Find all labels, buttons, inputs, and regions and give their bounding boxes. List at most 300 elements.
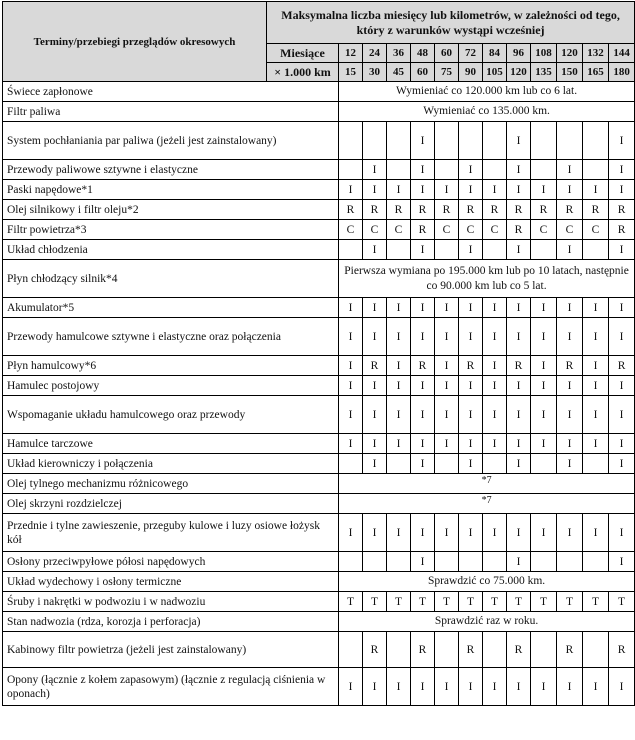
schedule-cell: I [435, 180, 459, 200]
schedule-note: Wymieniać co 120.000 km lub co 6 lat. [339, 82, 635, 102]
schedule-cell: I [531, 668, 557, 706]
schedule-cell [583, 122, 609, 160]
km-label: × 1.000 km [267, 63, 339, 82]
first-column-header: Terminy/przebiegi przeglądów okresowych [3, 2, 267, 82]
schedule-cell: I [387, 356, 411, 376]
schedule-cell: I [531, 180, 557, 200]
schedule-cell [557, 552, 583, 572]
schedule-cell: T [387, 592, 411, 612]
schedule-cell [435, 122, 459, 160]
schedule-cell: I [387, 180, 411, 200]
table-row [3, 668, 635, 706]
schedule-cell [483, 122, 507, 160]
schedule-cell: I [609, 122, 635, 160]
schedule-cell [483, 552, 507, 572]
schedule-cell: I [339, 356, 363, 376]
month-header: 120 [557, 44, 583, 63]
month-header: 72 [459, 44, 483, 63]
schedule-cell [387, 240, 411, 260]
item-label: Płyn hamulcowy*6 [3, 356, 339, 376]
schedule-cell: T [435, 592, 459, 612]
schedule-cell [531, 454, 557, 474]
schedule-cell: I [435, 668, 459, 706]
schedule-cell [483, 632, 507, 668]
km-header: 45 [387, 63, 411, 82]
schedule-cell: C [459, 220, 483, 240]
schedule-cell: I [557, 454, 583, 474]
km-header: 135 [531, 63, 557, 82]
schedule-cell: T [411, 592, 435, 612]
schedule-cell [435, 454, 459, 474]
table-row [3, 612, 635, 632]
schedule-cell: I [557, 514, 583, 552]
schedule-cell: R [531, 200, 557, 220]
item-label: Hamulce tarczowe [3, 434, 339, 454]
item-label: Filtr paliwa [3, 102, 339, 122]
schedule-cell [557, 122, 583, 160]
schedule-cell: I [557, 318, 583, 356]
item-label: Kabinowy filtr powietrza (jeżeli jest zainstalowany) [3, 632, 339, 668]
schedule-cell: R [609, 200, 635, 220]
schedule-cell: I [363, 240, 387, 260]
schedule-cell [531, 122, 557, 160]
schedule-cell: R [507, 632, 531, 668]
schedule-cell [339, 632, 363, 668]
km-header: 75 [435, 63, 459, 82]
item-label: Płyn chłodzący silnik*4 [3, 260, 339, 298]
schedule-cell: I [609, 454, 635, 474]
schedule-cell: I [507, 454, 531, 474]
schedule-cell: I [459, 298, 483, 318]
schedule-cell [435, 632, 459, 668]
schedule-cell: I [531, 318, 557, 356]
schedule-cell: I [583, 318, 609, 356]
schedule-cell: R [609, 356, 635, 376]
schedule-cell [387, 122, 411, 160]
table-row [3, 632, 635, 668]
schedule-cell: R [411, 356, 435, 376]
schedule-cell: T [531, 592, 557, 612]
item-label: Świece zapłonowe [3, 82, 339, 102]
schedule-cell: I [459, 454, 483, 474]
schedule-cell: I [583, 298, 609, 318]
schedule-cell: I [363, 514, 387, 552]
schedule-cell: I [557, 434, 583, 454]
schedule-cell: R [507, 356, 531, 376]
schedule-cell: I [507, 122, 531, 160]
km-header: 180 [609, 63, 635, 82]
schedule-cell: I [483, 514, 507, 552]
schedule-cell: I [411, 514, 435, 552]
schedule-cell: I [609, 514, 635, 552]
month-header: 24 [363, 44, 387, 63]
schedule-cell: I [507, 240, 531, 260]
table-row [3, 200, 635, 220]
schedule-cell [583, 632, 609, 668]
month-header: 48 [411, 44, 435, 63]
schedule-cell: R [411, 632, 435, 668]
table-row [3, 82, 635, 102]
schedule-cell: T [459, 592, 483, 612]
schedule-cell: T [557, 592, 583, 612]
schedule-cell: I [363, 668, 387, 706]
schedule-cell: R [459, 200, 483, 220]
schedule-cell: I [483, 668, 507, 706]
schedule-cell: I [363, 454, 387, 474]
schedule-cell: I [411, 552, 435, 572]
schedule-cell: I [435, 376, 459, 396]
schedule-cell [387, 632, 411, 668]
month-header: 36 [387, 44, 411, 63]
km-header: 60 [411, 63, 435, 82]
schedule-cell: I [387, 396, 411, 434]
schedule-cell: I [583, 180, 609, 200]
schedule-cell [435, 160, 459, 180]
km-header: 30 [363, 63, 387, 82]
schedule-cell: I [363, 298, 387, 318]
footnote-ref-cell: *7 [339, 474, 635, 494]
item-label: Hamulec postojowy [3, 376, 339, 396]
schedule-note: Pierwsza wymiana po 195.000 km lub po 10 latach, następnie co 90.000 km lub co 5 lat. [339, 260, 635, 298]
schedule-note: Wymieniać co 135.000 km. [339, 102, 635, 122]
schedule-cell: I [507, 160, 531, 180]
table-row [3, 592, 635, 612]
schedule-cell: I [609, 552, 635, 572]
schedule-cell: I [411, 122, 435, 160]
table-row [3, 160, 635, 180]
schedule-cell: I [531, 514, 557, 552]
schedule-cell: T [363, 592, 387, 612]
schedule-cell: I [507, 552, 531, 572]
schedule-cell: R [363, 200, 387, 220]
schedule-cell: I [609, 298, 635, 318]
schedule-cell: I [483, 298, 507, 318]
table-row [3, 474, 635, 494]
schedule-cell [363, 552, 387, 572]
schedule-cell: I [435, 298, 459, 318]
schedule-cell [583, 240, 609, 260]
table-row [3, 376, 635, 396]
schedule-cell: R [459, 632, 483, 668]
schedule-cell [339, 122, 363, 160]
table-row [3, 318, 635, 356]
table-row [3, 494, 635, 514]
item-label: Filtr powietrza*3 [3, 220, 339, 240]
schedule-cell: I [387, 318, 411, 356]
schedule-cell: I [339, 318, 363, 356]
schedule-cell: I [557, 376, 583, 396]
table-row [3, 572, 635, 592]
schedule-cell: I [411, 160, 435, 180]
month-header: 84 [483, 44, 507, 63]
schedule-cell: I [411, 396, 435, 434]
table-row [3, 514, 635, 552]
month-header: 132 [583, 44, 609, 63]
months-label: Miesiące [267, 44, 339, 63]
schedule-cell: R [411, 200, 435, 220]
schedule-cell: I [339, 298, 363, 318]
schedule-cell: I [557, 396, 583, 434]
schedule-cell [339, 552, 363, 572]
schedule-cell: I [411, 454, 435, 474]
schedule-cell: I [435, 514, 459, 552]
schedule-cell: I [609, 434, 635, 454]
schedule-cell: R [557, 200, 583, 220]
schedule-cell: I [339, 376, 363, 396]
km-header: 105 [483, 63, 507, 82]
schedule-cell: I [363, 318, 387, 356]
km-header: 15 [339, 63, 363, 82]
schedule-cell [583, 454, 609, 474]
km-header: 165 [583, 63, 609, 82]
schedule-cell: R [387, 200, 411, 220]
schedule-cell: I [583, 396, 609, 434]
schedule-cell: R [507, 220, 531, 240]
schedule-cell: I [411, 298, 435, 318]
schedule-cell: I [557, 668, 583, 706]
schedule-cell: C [387, 220, 411, 240]
schedule-cell: R [435, 200, 459, 220]
month-header: 96 [507, 44, 531, 63]
schedule-cell: I [557, 180, 583, 200]
schedule-cell: R [609, 632, 635, 668]
item-label: Olej silnikowy i filtr oleju*2 [3, 200, 339, 220]
schedule-cell: I [583, 514, 609, 552]
schedule-cell: I [411, 376, 435, 396]
schedule-cell: I [609, 396, 635, 434]
schedule-cell [531, 552, 557, 572]
schedule-cell: I [339, 396, 363, 434]
schedule-cell: I [483, 356, 507, 376]
table-row [3, 260, 635, 298]
schedule-cell: I [411, 180, 435, 200]
schedule-cell [387, 454, 411, 474]
schedule-cell: R [459, 356, 483, 376]
schedule-cell: I [363, 376, 387, 396]
schedule-cell: I [531, 356, 557, 376]
schedule-cell [459, 122, 483, 160]
schedule-cell: I [387, 376, 411, 396]
schedule-cell: I [507, 668, 531, 706]
item-label: Śruby i nakrętki w podwoziu i w nadwoziu [3, 592, 339, 612]
table-row [3, 396, 635, 434]
schedule-cell: I [459, 396, 483, 434]
schedule-body [3, 82, 635, 706]
item-label: Wspomaganie układu hamulcowego oraz przewody [3, 396, 339, 434]
schedule-cell: T [483, 592, 507, 612]
schedule-cell: I [387, 434, 411, 454]
schedule-cell: C [363, 220, 387, 240]
schedule-cell [483, 240, 507, 260]
schedule-cell: I [435, 356, 459, 376]
schedule-cell: I [459, 180, 483, 200]
schedule-cell: I [459, 376, 483, 396]
item-label: Opony (łącznie z kołem zapasowym) (łącznie z regulacją ciśnienia w oponach) [3, 668, 339, 706]
schedule-cell: I [609, 668, 635, 706]
schedule-cell [483, 454, 507, 474]
item-label: Układ chłodzenia [3, 240, 339, 260]
schedule-cell: I [483, 318, 507, 356]
schedule-cell: I [339, 668, 363, 706]
schedule-cell: I [387, 298, 411, 318]
table-row [3, 180, 635, 200]
item-label: Paski napędowe*1 [3, 180, 339, 200]
schedule-cell: T [507, 592, 531, 612]
schedule-cell: I [363, 396, 387, 434]
table-row [3, 220, 635, 240]
schedule-cell: R [557, 356, 583, 376]
schedule-cell: R [557, 632, 583, 668]
schedule-cell: I [507, 298, 531, 318]
schedule-cell: I [411, 318, 435, 356]
schedule-cell: I [483, 180, 507, 200]
schedule-cell: I [459, 514, 483, 552]
item-label: Olej skrzyni rozdzielczej [3, 494, 339, 514]
schedule-cell: I [411, 434, 435, 454]
schedule-cell [363, 122, 387, 160]
table-row [3, 356, 635, 376]
schedule-cell [387, 552, 411, 572]
schedule-cell: T [609, 592, 635, 612]
schedule-cell [435, 552, 459, 572]
month-header: 60 [435, 44, 459, 63]
schedule-cell: I [411, 240, 435, 260]
schedule-cell: C [483, 220, 507, 240]
footnote-ref-cell: *7 [339, 494, 635, 514]
schedule-cell: C [339, 220, 363, 240]
schedule-cell [531, 632, 557, 668]
table-row [3, 454, 635, 474]
item-label: Osłony przeciwpyłowe półosi napędowych [3, 552, 339, 572]
schedule-cell: I [459, 160, 483, 180]
table-row [3, 122, 635, 160]
schedule-cell: I [387, 668, 411, 706]
schedule-cell: I [459, 434, 483, 454]
schedule-cell: C [557, 220, 583, 240]
schedule-cell: I [531, 298, 557, 318]
schedule-cell [339, 160, 363, 180]
schedule-cell: I [557, 160, 583, 180]
schedule-cell: I [507, 376, 531, 396]
schedule-cell: I [435, 434, 459, 454]
schedule-cell: I [609, 376, 635, 396]
schedule-cell: I [339, 434, 363, 454]
schedule-cell: C [435, 220, 459, 240]
item-label: Przednie i tylne zawieszenie, przeguby kulowe i luzy osiowe łożysk kół [3, 514, 339, 552]
table-row [3, 298, 635, 318]
schedule-cell: R [363, 632, 387, 668]
schedule-cell: I [531, 434, 557, 454]
schedule-cell: I [411, 668, 435, 706]
schedule-cell: R [507, 200, 531, 220]
schedule-cell: R [483, 200, 507, 220]
item-label: Stan nadwozia (rdza, korozja i perforacja) [3, 612, 339, 632]
km-header: 90 [459, 63, 483, 82]
schedule-cell: I [507, 318, 531, 356]
schedule-cell: I [387, 514, 411, 552]
schedule-cell: I [483, 396, 507, 434]
schedule-cell [483, 160, 507, 180]
schedule-cell: I [435, 318, 459, 356]
schedule-cell: I [435, 396, 459, 434]
schedule-cell: I [557, 240, 583, 260]
km-header: 120 [507, 63, 531, 82]
schedule-cell [459, 552, 483, 572]
table-row [3, 240, 635, 260]
schedule-cell: I [363, 434, 387, 454]
schedule-cell: R [411, 220, 435, 240]
schedule-cell [531, 240, 557, 260]
schedule-cell: I [609, 160, 635, 180]
schedule-cell: R [583, 200, 609, 220]
schedule-cell [583, 160, 609, 180]
schedule-cell: C [583, 220, 609, 240]
schedule-cell: I [531, 396, 557, 434]
item-label: Przewody paliwowe sztywne i elastyczne [3, 160, 339, 180]
table-row [3, 552, 635, 572]
item-label: System pochłaniania par paliwa (jeżeli jest zainstalowany) [3, 122, 339, 160]
schedule-cell [339, 454, 363, 474]
maintenance-schedule-table [2, 1, 635, 706]
schedule-cell: C [531, 220, 557, 240]
schedule-cell: I [507, 396, 531, 434]
schedule-cell [583, 552, 609, 572]
schedule-cell: I [583, 434, 609, 454]
item-label: Akumulator*5 [3, 298, 339, 318]
month-header: 12 [339, 44, 363, 63]
schedule-cell [435, 240, 459, 260]
schedule-cell [387, 160, 411, 180]
schedule-cell: I [507, 434, 531, 454]
schedule-cell: R [363, 356, 387, 376]
schedule-cell: T [583, 592, 609, 612]
schedule-cell: R [609, 220, 635, 240]
table-row [3, 434, 635, 454]
item-label: Olej tylnego mechanizmu różnicowego [3, 474, 339, 494]
schedule-cell: I [609, 180, 635, 200]
km-header: 150 [557, 63, 583, 82]
schedule-cell: I [557, 298, 583, 318]
schedule-cell: I [507, 514, 531, 552]
schedule-cell: R [339, 200, 363, 220]
schedule-cell: I [459, 318, 483, 356]
month-header: 144 [609, 44, 635, 63]
schedule-cell: I [583, 668, 609, 706]
schedule-note: Sprawdzić co 75.000 km. [339, 572, 635, 592]
item-label: Przewody hamulcowe sztywne i elastyczne oraz połączenia [3, 318, 339, 356]
schedule-cell [339, 240, 363, 260]
schedule-cell [531, 160, 557, 180]
interval-header: Maksymalna liczba miesięcy lub kilometrów, w zależności od tego, który z warunków wystąpi wcześniej [267, 2, 635, 44]
schedule-cell: I [339, 180, 363, 200]
schedule-cell: T [339, 592, 363, 612]
table-row [3, 102, 635, 122]
schedule-cell: I [583, 376, 609, 396]
schedule-cell: I [459, 240, 483, 260]
schedule-cell: I [363, 160, 387, 180]
schedule-cell: I [531, 376, 557, 396]
schedule-cell: I [459, 668, 483, 706]
schedule-cell: I [583, 356, 609, 376]
schedule-cell: I [483, 376, 507, 396]
schedule-cell: I [609, 240, 635, 260]
schedule-cell: I [483, 434, 507, 454]
month-header: 108 [531, 44, 557, 63]
schedule-cell: I [507, 180, 531, 200]
item-label: Układ kierowniczy i połączenia [3, 454, 339, 474]
item-label: Układ wydechowy i osłony termiczne [3, 572, 339, 592]
schedule-cell: I [339, 514, 363, 552]
